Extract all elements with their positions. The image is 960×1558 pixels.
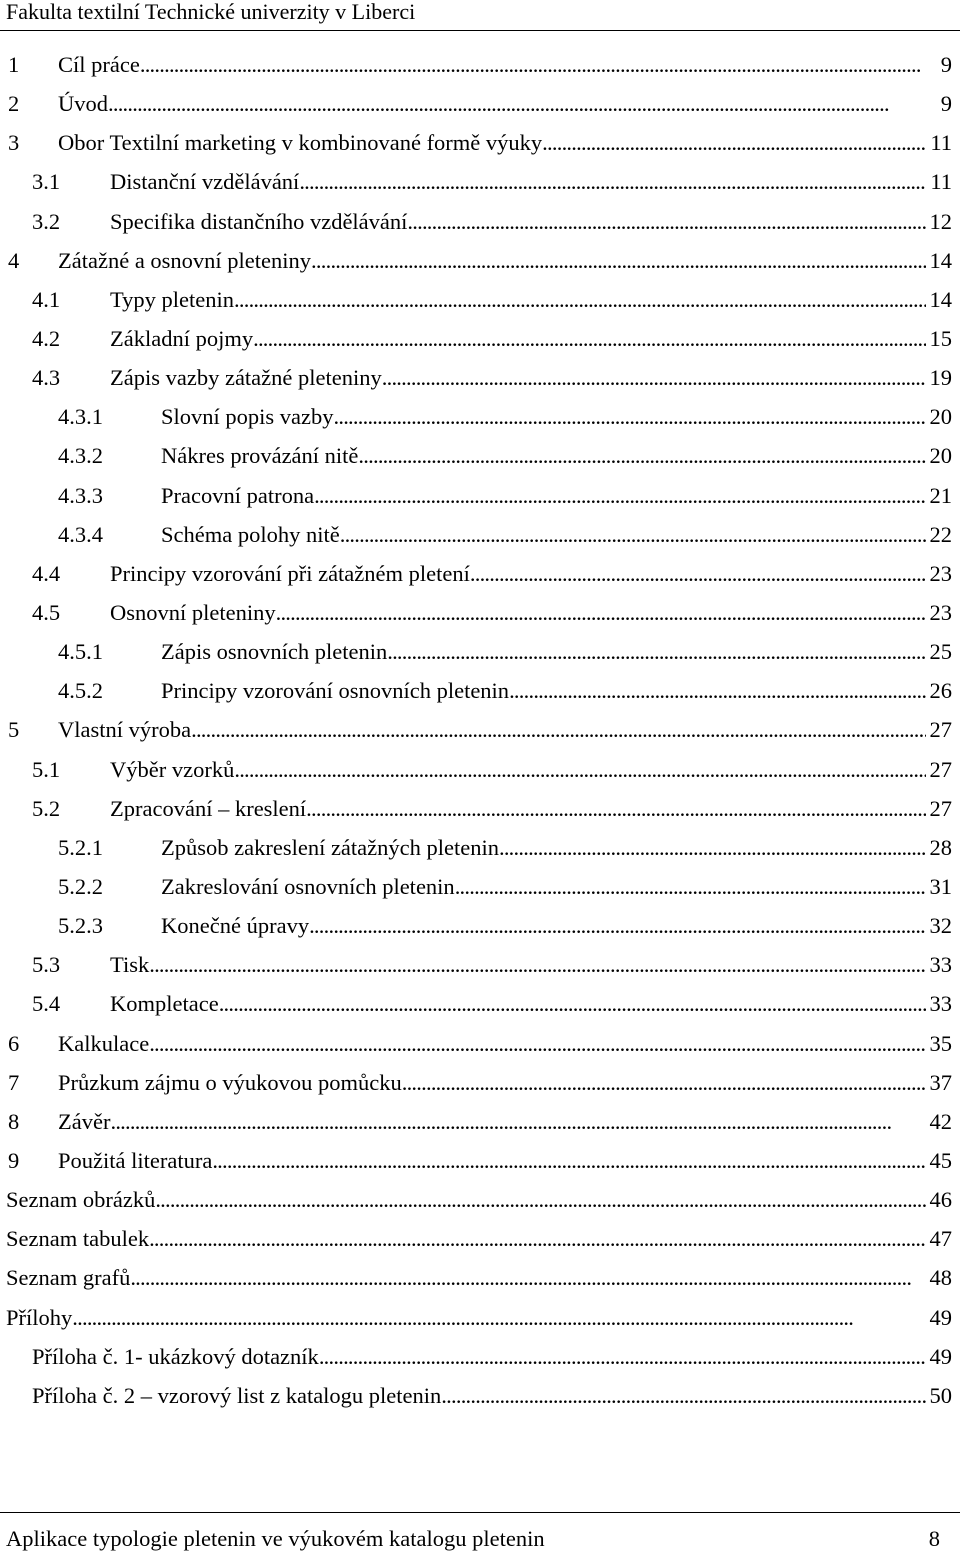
toc-dot-leader <box>212 1141 925 1180</box>
toc-entry-number: 3.2 <box>32 208 61 234</box>
toc-entry-number: 4.3.3 <box>58 482 103 508</box>
toc-dot-leader <box>72 1298 925 1337</box>
toc-dot-leader <box>358 436 925 475</box>
toc-dot-leader <box>149 1219 925 1258</box>
footer-page-number: 8 <box>928 1526 940 1551</box>
toc-entry-page: 48 <box>929 1265 952 1291</box>
toc-entry-title: Zápis osnovních pletenin <box>161 632 387 671</box>
toc-dot-leader <box>299 162 926 201</box>
toc-dot-leader <box>219 984 926 1023</box>
toc-entry-title: Obor Textilní marketing v kombinované formě výuky <box>58 123 542 162</box>
toc-entry-number: 4 <box>8 247 20 273</box>
toc-dot-leader <box>110 1102 925 1141</box>
toc-dot-leader <box>455 867 926 906</box>
toc-entry-page: 33 <box>929 952 952 978</box>
toc-entry-line <box>6 1219 952 1258</box>
toc-entry-page: 15 <box>929 325 952 351</box>
toc-entry-page: 25 <box>929 639 952 665</box>
toc-entry[interactable] <box>0 632 960 671</box>
toc-dot-leader <box>441 1376 925 1415</box>
toc-dot-leader <box>276 593 926 632</box>
toc-dot-leader <box>234 280 925 319</box>
toc-entry-page: 32 <box>929 913 952 939</box>
toc-dot-leader <box>155 1180 925 1219</box>
toc-entry-number: 5.2.2 <box>58 873 103 899</box>
toc-entry-page: 20 <box>929 404 952 430</box>
toc-entry-line <box>6 1298 952 1337</box>
toc-dot-leader <box>140 45 937 84</box>
toc-entry-page: 35 <box>929 1030 952 1056</box>
toc-entry-line <box>161 476 952 515</box>
running-footer <box>6 1524 940 1554</box>
toc-entry-title: Kalkulace <box>58 1024 149 1063</box>
toc-entry[interactable] <box>0 1063 960 1102</box>
toc-entry-title: Úvod <box>58 84 108 123</box>
toc-entry-line <box>58 45 952 84</box>
toc-entry-number: 4.3.4 <box>58 521 103 547</box>
toc-entry[interactable] <box>0 202 960 241</box>
toc-entry[interactable] <box>0 241 960 280</box>
toc-entry-number: 3 <box>8 130 20 156</box>
toc-entry-title: Závěr <box>58 1102 110 1141</box>
toc-entry[interactable] <box>0 476 960 515</box>
toc-entry-number: 4.4 <box>32 560 61 586</box>
toc-entry-title: Vlastní výroba <box>58 710 191 749</box>
toc-entry-line <box>110 202 952 241</box>
toc-entry-line <box>110 945 952 984</box>
toc-entry[interactable] <box>0 789 960 828</box>
toc-entry-title: Specifika distančního vzdělávání <box>110 202 407 241</box>
toc-dot-leader <box>311 241 925 280</box>
toc-entry-line <box>58 1063 952 1102</box>
toc-entry-page: 28 <box>929 834 952 860</box>
toc-entry-title: Schéma polohy nitě <box>161 515 340 554</box>
toc-dot-leader <box>382 358 926 397</box>
toc-entry-page: 50 <box>929 1382 952 1408</box>
toc-entry-title: Zápis vazby zátažné pleteniny <box>110 358 382 397</box>
toc-entry-number: 5.1 <box>32 756 61 782</box>
toc-entry-number: 7 <box>8 1069 20 1095</box>
toc-entry-title: Tisk <box>110 945 149 984</box>
toc-entry-line <box>110 984 952 1023</box>
toc-entry-page: 20 <box>929 443 952 469</box>
toc-entry[interactable] <box>0 1180 960 1219</box>
toc-entry-page: 47 <box>929 1226 952 1252</box>
toc-entry-title: Zátažné a osnovní pleteniny <box>58 241 311 280</box>
toc-dot-leader <box>509 671 925 710</box>
running-header: Fakulta textilní Technické univerzity v Liberci <box>6 0 416 24</box>
toc-entry[interactable] <box>0 45 960 84</box>
toc-dot-leader <box>306 789 925 828</box>
toc-entry[interactable] <box>0 319 960 358</box>
toc-entry-title: Cíl práce <box>58 45 140 84</box>
toc-entry-title: Průzkum zájmu o výukovou pomůcku <box>58 1063 402 1102</box>
toc-entry-title: Příloha č. 2 – vzorový list z katalogu pletenin <box>32 1376 441 1415</box>
toc-entry[interactable] <box>0 1298 960 1337</box>
toc-entry-line <box>58 123 952 162</box>
toc-entry-line <box>161 906 952 945</box>
toc-entry[interactable] <box>0 84 960 123</box>
toc-entry-page: 21 <box>929 482 952 508</box>
toc-entry-page: 42 <box>929 1108 952 1134</box>
toc-entry-line <box>32 1337 952 1376</box>
toc-entry[interactable] <box>0 554 960 593</box>
toc-entry-title: Typy pletenin <box>110 280 234 319</box>
toc-entry[interactable] <box>0 162 960 201</box>
toc-entry-page: 23 <box>929 560 952 586</box>
footer-title: Aplikace typologie pletenin ve výukovém katalogu pletenin <box>6 1526 545 1551</box>
toc-entry-title: Výběr vzorků <box>110 750 234 789</box>
toc-entry-line <box>161 397 952 436</box>
toc-entry-page: 27 <box>929 795 952 821</box>
toc-entry-page: 26 <box>929 678 952 704</box>
toc-entry-page: 19 <box>929 365 952 391</box>
toc-entry-line <box>58 1102 952 1141</box>
toc-entry-page: 45 <box>929 1147 952 1173</box>
toc-entry-line <box>58 710 952 749</box>
toc-entry-title: Zpracování – kreslení <box>110 789 306 828</box>
toc-entry-page: 49 <box>929 1343 952 1369</box>
toc-entry-title: Příloha č. 1- ukázkový dotazník <box>32 1337 319 1376</box>
toc-entry-number: 5.2.3 <box>58 913 103 939</box>
toc-entry-line <box>161 632 952 671</box>
toc-entry-number: 1 <box>8 52 20 77</box>
toc-entry-line <box>161 515 952 554</box>
toc-entry-title: Principy vzorování při zátažném pletení <box>110 554 470 593</box>
toc-entry-page: 27 <box>929 756 952 782</box>
toc-entry[interactable] <box>0 1141 960 1180</box>
toc-dot-leader <box>309 906 925 945</box>
toc-dot-leader <box>470 554 926 593</box>
toc-dot-leader <box>149 1024 925 1063</box>
toc-dot-leader <box>402 1063 926 1102</box>
toc-entry-title: Pracovní patrona <box>161 476 314 515</box>
toc-entry-page: 9 <box>940 52 952 77</box>
toc-entry[interactable] <box>0 1102 960 1141</box>
toc-entry-line <box>110 319 952 358</box>
toc-entry[interactable] <box>0 1376 960 1415</box>
toc-dot-leader <box>499 828 926 867</box>
toc-entry-number: 8 <box>8 1108 20 1134</box>
toc-entry-line <box>58 241 952 280</box>
toc-entry-page: 23 <box>929 599 952 625</box>
toc-entry-page: 11 <box>930 169 952 195</box>
toc-entry-number: 4.2 <box>32 325 61 351</box>
toc-entry-line <box>110 280 952 319</box>
toc-entry-number: 5.4 <box>32 991 61 1017</box>
toc-entry-line <box>161 867 952 906</box>
toc-entry[interactable] <box>0 906 960 945</box>
toc-entry-number: 4.5.1 <box>58 639 103 665</box>
toc-entry-line <box>161 436 952 475</box>
toc-entry-page: 37 <box>929 1069 952 1095</box>
toc-entry-title: Konečné úpravy <box>161 906 309 945</box>
toc-entry-number: 4.3.1 <box>58 404 103 430</box>
toc-entry[interactable] <box>0 397 960 436</box>
toc-entry-page: 14 <box>929 247 952 273</box>
toc-entry-page: 12 <box>929 208 952 234</box>
toc-entry[interactable] <box>0 280 960 319</box>
toc-dot-leader <box>130 1258 925 1297</box>
toc-entry-title: Osnovní pleteniny <box>110 593 276 632</box>
toc-dot-leader <box>234 750 925 789</box>
toc-dot-leader <box>108 84 937 123</box>
toc-entry-title: Seznam obrázků <box>6 1180 155 1219</box>
toc-entry-number: 2 <box>8 91 20 117</box>
toc-entry-page: 31 <box>929 873 952 899</box>
toc-dot-leader <box>253 319 925 358</box>
toc-entry-line <box>161 671 952 710</box>
toc-entry-title: Principy vzorování osnovních pletenin <box>161 671 509 710</box>
toc-entry-number: 4.3 <box>32 365 61 391</box>
toc-entry-line <box>6 1258 952 1297</box>
toc-entry-number: 5.2 <box>32 795 61 821</box>
toc-entry-page: 33 <box>929 991 952 1017</box>
toc-entry-line <box>110 750 952 789</box>
toc-entry-line <box>110 358 952 397</box>
toc-entry-line <box>110 162 952 201</box>
toc-entry-number: 3.1 <box>32 169 61 195</box>
toc-dot-leader <box>542 123 926 162</box>
toc-entry-line <box>161 828 952 867</box>
footer-rule <box>0 1512 960 1513</box>
toc-entry-number: 4.1 <box>32 286 61 312</box>
toc-dot-leader <box>191 710 925 749</box>
toc-entry[interactable] <box>0 593 960 632</box>
toc-entry-line <box>110 554 952 593</box>
toc-entry-title: Distanční vzdělávání <box>110 162 299 201</box>
table-of-contents <box>0 45 960 1415</box>
toc-entry[interactable] <box>0 671 960 710</box>
toc-entry-line <box>110 789 952 828</box>
toc-entry-line <box>58 1141 952 1180</box>
toc-entry-page: 11 <box>930 130 952 156</box>
toc-entry-page: 14 <box>929 286 952 312</box>
toc-entry-line <box>58 84 952 123</box>
toc-entry-title: Slovní popis vazby <box>161 397 334 436</box>
toc-entry-title: Nákres provázání nitě <box>161 436 358 475</box>
toc-entry-number: 5.2.1 <box>58 834 103 860</box>
toc-entry-page: 49 <box>929 1304 952 1330</box>
toc-entry-number: 5 <box>8 717 20 743</box>
toc-entry[interactable] <box>0 1024 960 1063</box>
header-rule <box>0 30 960 31</box>
toc-entry-line <box>6 1180 952 1219</box>
toc-entry-number: 6 <box>8 1030 20 1056</box>
toc-entry[interactable] <box>0 984 960 1023</box>
toc-entry[interactable] <box>0 1337 960 1376</box>
toc-dot-leader <box>149 945 925 984</box>
toc-entry[interactable] <box>0 123 960 162</box>
toc-entry-title: Kompletace <box>110 984 219 1023</box>
toc-entry[interactable] <box>0 1258 960 1297</box>
toc-entry-title: Základní pojmy <box>110 319 253 358</box>
toc-entry-number: 4.5 <box>32 599 61 625</box>
toc-entry-line <box>58 1024 952 1063</box>
toc-entry-title: Zakreslování osnovních pletenin <box>161 867 455 906</box>
toc-entry-title: Seznam grafů <box>6 1258 130 1297</box>
toc-entry[interactable] <box>0 515 960 554</box>
toc-entry-page: 46 <box>929 1187 952 1213</box>
toc-entry-number: 4.3.2 <box>58 443 103 469</box>
toc-entry-page: 27 <box>929 717 952 743</box>
toc-entry-line <box>32 1376 952 1415</box>
toc-entry[interactable] <box>0 710 960 749</box>
toc-dot-leader <box>319 1337 926 1376</box>
toc-entry[interactable] <box>0 867 960 906</box>
toc-entry-number: 5.3 <box>32 952 61 978</box>
toc-entry[interactable] <box>0 750 960 789</box>
toc-dot-leader <box>340 515 926 554</box>
toc-dot-leader <box>387 632 925 671</box>
toc-entry-page: 22 <box>929 521 952 547</box>
toc-entry[interactable] <box>0 436 960 475</box>
toc-entry-title: Přílohy <box>6 1298 72 1337</box>
toc-entry[interactable] <box>0 1219 960 1258</box>
toc-entry[interactable] <box>0 358 960 397</box>
toc-entry-number: 4.5.2 <box>58 678 103 704</box>
toc-entry-title: Použitá literatura <box>58 1141 212 1180</box>
toc-dot-leader <box>334 397 926 436</box>
toc-entry-page: 9 <box>940 91 952 117</box>
toc-dot-leader <box>314 476 925 515</box>
toc-dot-leader <box>407 202 925 241</box>
toc-entry[interactable] <box>0 945 960 984</box>
toc-entry-title: Způsob zakreslení zátažných pletenin <box>161 828 499 867</box>
toc-entry-line <box>110 593 952 632</box>
toc-entry-number: 9 <box>8 1147 20 1173</box>
toc-entry-title: Seznam tabulek <box>6 1219 149 1258</box>
toc-entry[interactable] <box>0 828 960 867</box>
